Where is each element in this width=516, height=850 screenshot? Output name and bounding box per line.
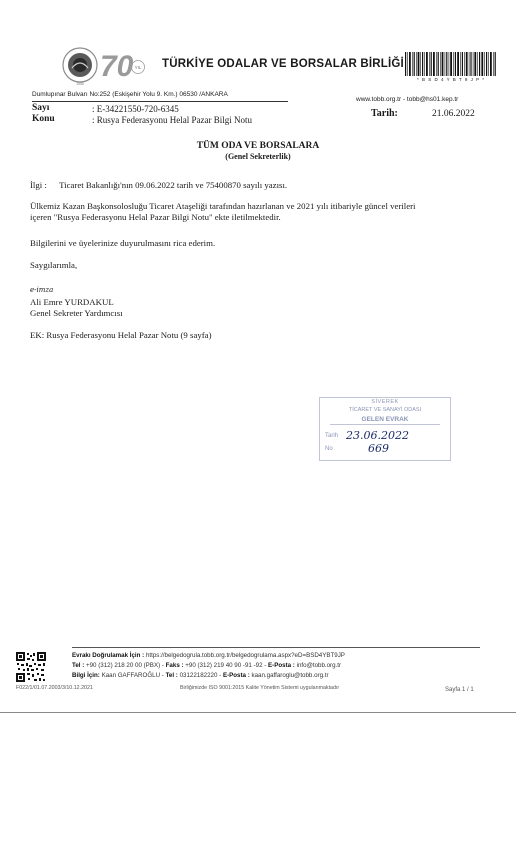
verify-label: Evrakı Doğrulamak İçin : <box>72 652 145 659</box>
ilgi-label: İlgi : <box>30 180 47 190</box>
stamp-line-1: SİVEREK <box>371 399 399 405</box>
eposta-value[interactable]: info@tobb.org.tr <box>296 662 342 669</box>
konu-value: : Rusya Federasyonu Helal Pazar Bilgi Notu <box>92 115 252 125</box>
bilgi-eposta-label: E-Posta : <box>222 672 250 679</box>
bilgi-value: Kaan GAFFAROĞLU <box>101 672 161 679</box>
signatory-title: Genel Sekreter Yardımcısı <box>30 308 123 318</box>
recipient-subtitle: (Genel Sekreterlik) <box>225 152 291 161</box>
bilgi-tel-value: 03122182220 <box>179 672 218 679</box>
paragraph-1-line-1: Ülkemiz Kazan Başkonsolosluğu Ticaret Ataşeliği tarafından hazırlanan ve 2021 yılı itibariyle güncel verileri <box>30 201 416 211</box>
iso-notice: Birliğimizde ISO 9001:2015 Kalite Yönetim Sistemi uygulanmaktadır <box>180 685 340 691</box>
ilgi-text: Ticaret Bakanlığı'nın 09.06.2022 tarih ve 75400870 sayılı yazısı. <box>59 180 288 190</box>
page-number: Sayfa 1 / 1 <box>445 687 474 693</box>
bilgi-eposta-value[interactable]: kaan.gaffaroglu@tobb.org.tr <box>251 672 329 679</box>
sayi-value: : E-34221550-720-6345 <box>92 104 179 114</box>
barcode-caption: * B S D 4 Y B T 9 J P * <box>416 77 486 82</box>
verify-url[interactable]: https://belgedogrula.tobb.org.tr/belgedogrulama.aspx?eD=BSD4YBT9JP <box>145 652 345 659</box>
form-code: F022/1/01.07.2003/3/10.12.2021 <box>16 685 93 691</box>
eposta-label: E-Posta : <box>268 662 295 669</box>
konu-label: Konu <box>32 114 55 124</box>
footer-contact-line: Tel : +90 (312) 218 20 00 (PBX) - Faks : +90 (312) 219 40 90 -91 -92 - E-Posta : info@tobb.org.tr <box>72 662 342 669</box>
organization-address: Dumlupınar Bulvarı No:252 (Eskişehir Yolu 9. Km.) 06530 /ANKARA <box>32 91 228 98</box>
stamp-tarih-value: 23.06.2022 <box>346 429 409 442</box>
incoming-document-stamp <box>319 397 451 461</box>
tobb-70-year-logo <box>62 44 152 86</box>
bilgi-tel-label: Tel : <box>165 672 178 679</box>
paragraph-2: Bilgilerini ve üyelerinize duyurulmasını rica ederim. <box>30 238 216 248</box>
website-and-kep: www.tobb.org.tr - tobb@hs01.kep.tr <box>356 96 459 103</box>
ilgi-line <box>30 180 490 191</box>
stamp-no-label: No <box>325 446 333 452</box>
faks-label: Faks : <box>165 662 184 669</box>
tarih-value: 21.06.2022 <box>432 109 475 119</box>
faks-value: +90 (312) 219 40 90 -91 -92 <box>185 662 263 669</box>
document-barcode <box>405 52 497 76</box>
tarih-label: Tarih: <box>371 108 398 119</box>
logo-70-text: 70 <box>100 50 134 83</box>
logo-seal-year: 1950 <box>76 82 84 86</box>
closing: Saygılarımla, <box>30 260 78 270</box>
verification-qr-code <box>16 652 46 682</box>
address-underline <box>32 101 288 102</box>
tel-label: Tel : <box>72 662 85 669</box>
recipient-title: TÜM ODA VE BORSALARA <box>196 141 320 151</box>
logo-yil-text: YIL <box>134 65 142 70</box>
signatory-name: Ali Emre YURDAKUL <box>30 297 114 307</box>
e-signature-mark: e-imza <box>30 286 54 294</box>
footer-divider <box>72 647 480 648</box>
stamp-line-2: TİCARET VE SANAYİ ODASI <box>348 407 422 413</box>
bilgi-label: Bilgi İçin: <box>72 672 100 679</box>
footer-verify-line <box>72 652 345 659</box>
organization-name: TÜRKİYE ODALAR VE BORSALAR BİRLİĞİ <box>162 58 404 70</box>
stamp-line-3: GELEN EVRAK <box>361 416 409 423</box>
paragraph-1-line-2: içeren "Rusya Federasyonu Helal Pazar Bilgi Notu" ekte iletilmektedir. <box>30 212 281 222</box>
stamp-no-value: 669 <box>368 442 389 455</box>
sayi-label: Sayı <box>32 103 50 113</box>
tel-value: +90 (312) 218 20 00 (PBX) <box>86 662 161 669</box>
page-bottom-edge <box>0 712 516 713</box>
attachment-note: EK: Rusya Federasyonu Helal Pazar Notu (9 sayfa) <box>30 330 212 340</box>
footer-info-line: Bilgi İçin: Kaan GAFFAROĞLU - Tel : 03122182220 - E-Posta : kaan.gaffaroglu@tobb.org.tr <box>72 672 329 679</box>
stamp-tarih-label: Tarih <box>325 433 339 439</box>
